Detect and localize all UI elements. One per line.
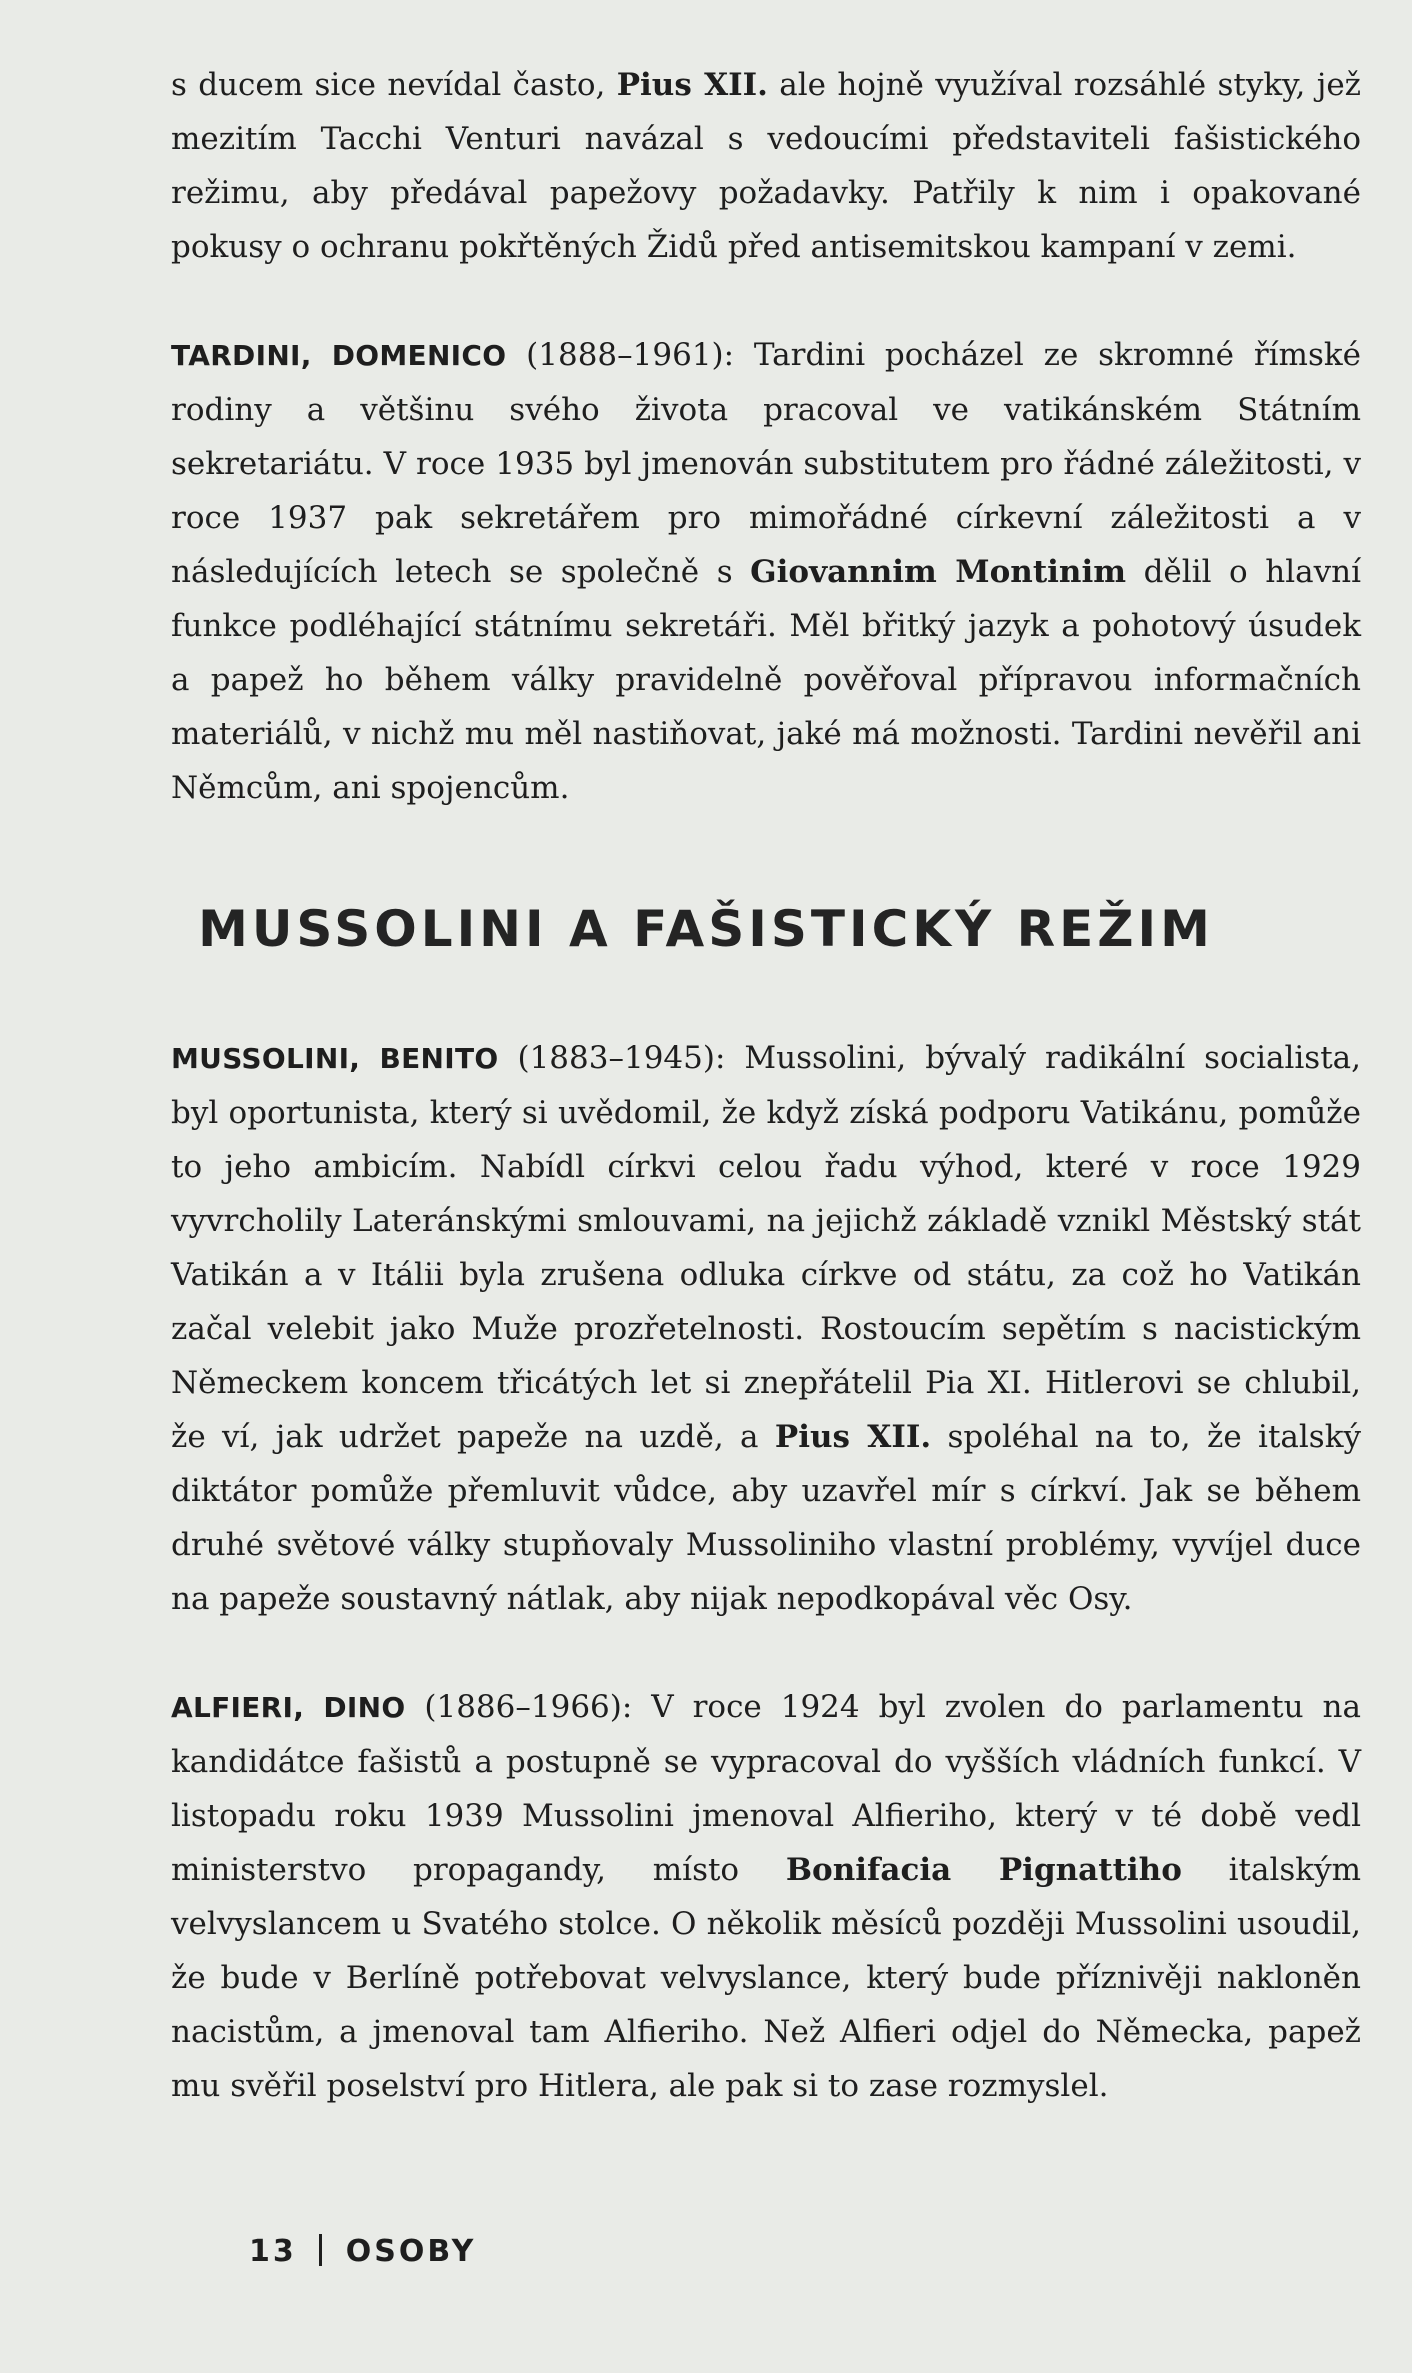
body-text: (1883–1945): Mussolini, bývalý radikální socialista, byl oportunista, který si uvědomil, že když získá podporu Vatikánu, pomůže to jeho ambicím. Nabídl církvi celou řadu výhod, které v roce 1929 vyvrcholily Lateránskými smlouvami, na jejichž základě vznikl Městský stát Vatikán a v Itálii byla zrušena odluka církve od státu, za což ho Vatikán začal velebit jako Muže prozřetelnosti. Rostoucím sepětím s nacistickým Německem koncem třicátých let si znepřátelil Pia XI. Hitlerovi se chlubil, že ví, jak udržet papeže na uzdě, a [171,1040,1362,1455]
entry-block [171,58,1361,274]
body-text: (1886–1966): V roce 1924 byl zvolen do parlamentu na kandidátce fašistů a postupně se vypracoval do vyšších vládních funkcí. V listopadu roku 1939 Mussolini jmenoval Alfieriho, který v té době vedl ministerstvo propagandy, místo [171,1689,1361,1888]
entry-block [171,328,1361,815]
entry-continuation [171,58,1361,274]
page-number: 13 [249,2234,297,2269]
entry-alfieri [171,1680,1361,2113]
body-text: spoléhal na to, že italský diktátor pomůže přemluvit vůdce, aby uzavřel mír s církví. Jak se během druhé světové války stupňovaly Mussoliniho vlastní problémy, vyvíjel duce na papeže soustavný nátlak, aby nijak nepodkopával věc Osy. [171,1419,1362,1617]
body-text: ale hojně využíval rozsáhlé styky, jež mezitím Tacchi Venturi navázal s vedoucími představiteli fašistického režimu, aby předával papežovy požadavky. Patřily k nim i opakované pokusy o ochranu pokřtěných Židů před antisemitskou kampaní v zemi. [171,67,1361,265]
entry-block [171,1031,1361,1626]
person-name: TARDINI, DOMENICO [171,339,507,372]
person-name: ALFIERI, DINO [171,1691,406,1724]
section-heading: MUSSOLINI A FAŠISTICKÝ REŽIM [198,900,1214,958]
footer-separator [319,2234,322,2266]
person-name: MUSSOLINI, BENITO [171,1042,499,1075]
entry-block [171,1680,1361,2113]
body-text: (1888–1961): Tardini pocházel ze skromné římské rodiny a většinu svého života pracoval ve vatikánském Státním sekretariátu. V roce 1935 byl jmenován substitutem pro řádné záležitosti, v roce 1937 pak sekretářem pro mimořádné církevní záležitosti a v následujících letech se společně s [171,337,1361,590]
cross-reference: Pius XII. [616,67,768,103]
cross-reference: Pius XII. [774,1419,932,1455]
entry-tardini [171,328,1361,815]
cross-reference: Giovannim Montinim [750,554,1127,590]
body-text: s ducem sice nevídal často, [171,67,617,103]
body-text: italským velvyslancem u Svatého stolce. O několik měsíců později Mussolini usoudil, že bude v Berlíně potřebovat velvyslance, který bude příznivěji nakloněn nacistům, a jmenoval tam Alfieriho. Než Alfieri odjel do Německa, papež mu svěřil poselství pro Hitlera, ale pak si to zase rozmyslel. [171,1852,1361,2104]
body-text: dělil o hlavní funkce podléhající státnímu sekretáři. Měl břitký jazyk a pohotový úsudek a papež ho během války pravidelně pověřoval přípravou informačních materiálů, v nichž mu měl nastiňovat, jaké má možnosti. Tardini nevěřil ani Němcům, ani spojencům. [171,554,1362,806]
cross-reference: Bonifacia Pignattiho [785,1852,1182,1888]
page-footer [249,2234,476,2269]
footer-section: OSOBY [345,2234,477,2269]
entry-mussolini [171,1031,1361,1626]
